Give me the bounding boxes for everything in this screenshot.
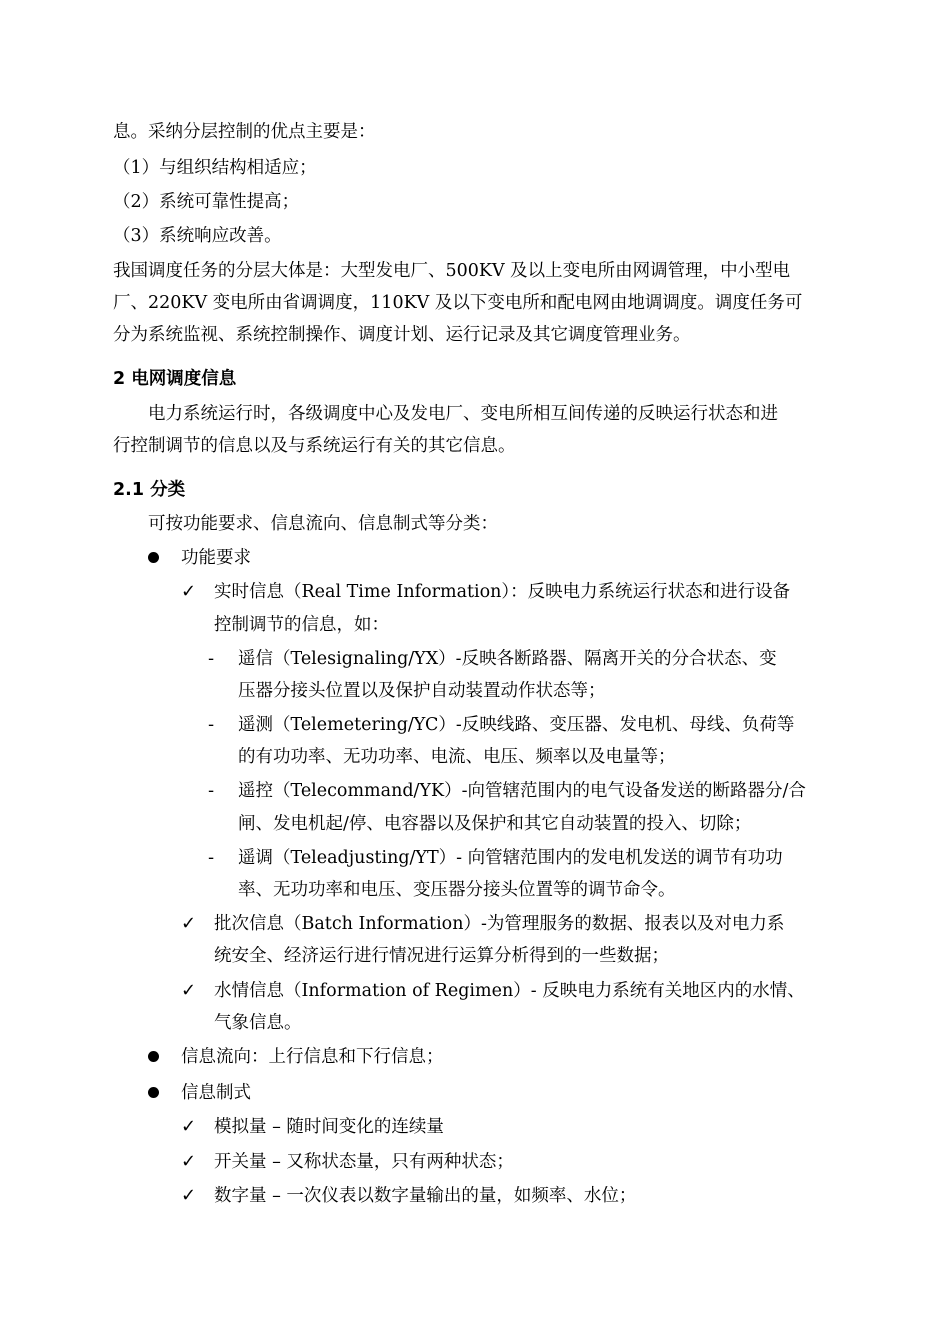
list-item-line: 的有功功率、无功功率、电流、电压、频率以及电量等； [238, 747, 676, 767]
bullet-dot-icon [148, 1087, 159, 1098]
list-item-line: 统安全、经济运行进行情况进行运算分析得到的一些数据； [214, 946, 669, 966]
bullet-dot-icon [148, 1051, 159, 1062]
list-item-line: 批次信息（Batch Information）-为管理服务的数据、报表以及对电力系 [214, 914, 785, 934]
paragraph-line: 分为系统监视、系统控制操作、调度计划、运行记录及其它调度管理业务。 [113, 325, 691, 345]
list-item-line: 模拟量 – 随时间变化的连续量 [214, 1117, 444, 1137]
check-icon: ✓ [181, 913, 197, 934]
dash-icon: - [208, 781, 215, 801]
bullet-label: 信息制式 [181, 1083, 251, 1103]
list-item-line: 水情信息（Information of Regimen）- 反映电力系统有关地区内的水情、 [214, 981, 805, 1001]
bullet-dot-icon [148, 552, 159, 563]
check-icon: ✓ [181, 980, 197, 1001]
list-item-line: 数字量 – 一次仪表以数字量输出的量，如频率、水位； [214, 1186, 637, 1206]
check-icon: ✓ [181, 581, 197, 602]
advantage-item: （2）系统可靠性提高； [113, 192, 300, 212]
list-item-line: 率、无功功率和电压、变压器分接头位置等的调节命令。 [238, 880, 676, 900]
subsection-heading: 2.1 分类 [113, 480, 186, 500]
list-item-line: 实时信息（Real Time Information）：反映电力系统运行状态和进行设备 [214, 582, 791, 602]
intro-line: 息。采纳分层控制的优点主要是： [113, 122, 376, 142]
section-heading: 2 电网调度信息 [113, 369, 237, 389]
list-item-line: 遥控（Telecommand/YK）-向管辖范围内的电气设备发送的断路器分/合 [238, 781, 806, 801]
list-item-line: 遥调（Teleadjusting/YT）- 向管辖范围内的发电机发送的调节有功功 [238, 848, 783, 868]
advantage-item: （3）系统响应改善。 [113, 226, 282, 246]
paragraph-line: 我国调度任务的分层大体是：大型发电厂、500KV 及以上变电所由网调管理，中小型电 [113, 261, 791, 281]
list-item-line: 闸、发电机起/停、电容器以及保护和其它自动装置的投入、切除； [238, 814, 752, 834]
list-item-line: 气象信息。 [214, 1013, 302, 1033]
dash-icon: - [208, 649, 215, 669]
list-item-line: 遥信（Telesignaling/YX）-反映各断路器、隔离开关的分合状态、变 [238, 649, 777, 669]
bullet-label: 功能要求 [181, 548, 251, 568]
paragraph-line: 可按功能要求、信息流向、信息制式等分类： [148, 514, 498, 534]
paragraph-line: 厂、220KV 变电所由省调调度，110KV 及以下变电所和配电网由地调调度。调度任务可 [113, 293, 803, 313]
list-item-line: 开关量 – 又称状态量，只有两种状态； [214, 1152, 514, 1172]
paragraph-line: 电力系统运行时，各级调度中心及发电厂、变电所相互间传递的反映运行状态和进 [148, 404, 778, 424]
list-item-line: 压器分接头位置以及保护自动装置动作状态等； [238, 681, 606, 701]
check-icon: ✓ [181, 1116, 197, 1137]
advantage-item: （1）与组织结构相适应； [113, 158, 317, 178]
dash-icon: - [208, 715, 215, 735]
check-icon: ✓ [181, 1185, 197, 1206]
list-item-line: 遥测（Telemetering/YC）-反映线路、变压器、发电机、母线、负荷等 [238, 715, 795, 735]
paragraph-line: 行控制调节的信息以及与系统运行有关的其它信息。 [113, 436, 516, 456]
bullet-label: 信息流向：上行信息和下行信息； [181, 1047, 444, 1067]
check-icon: ✓ [181, 1151, 197, 1172]
list-item-line: 控制调节的信息，如： [214, 615, 389, 635]
dash-icon: - [208, 848, 215, 868]
